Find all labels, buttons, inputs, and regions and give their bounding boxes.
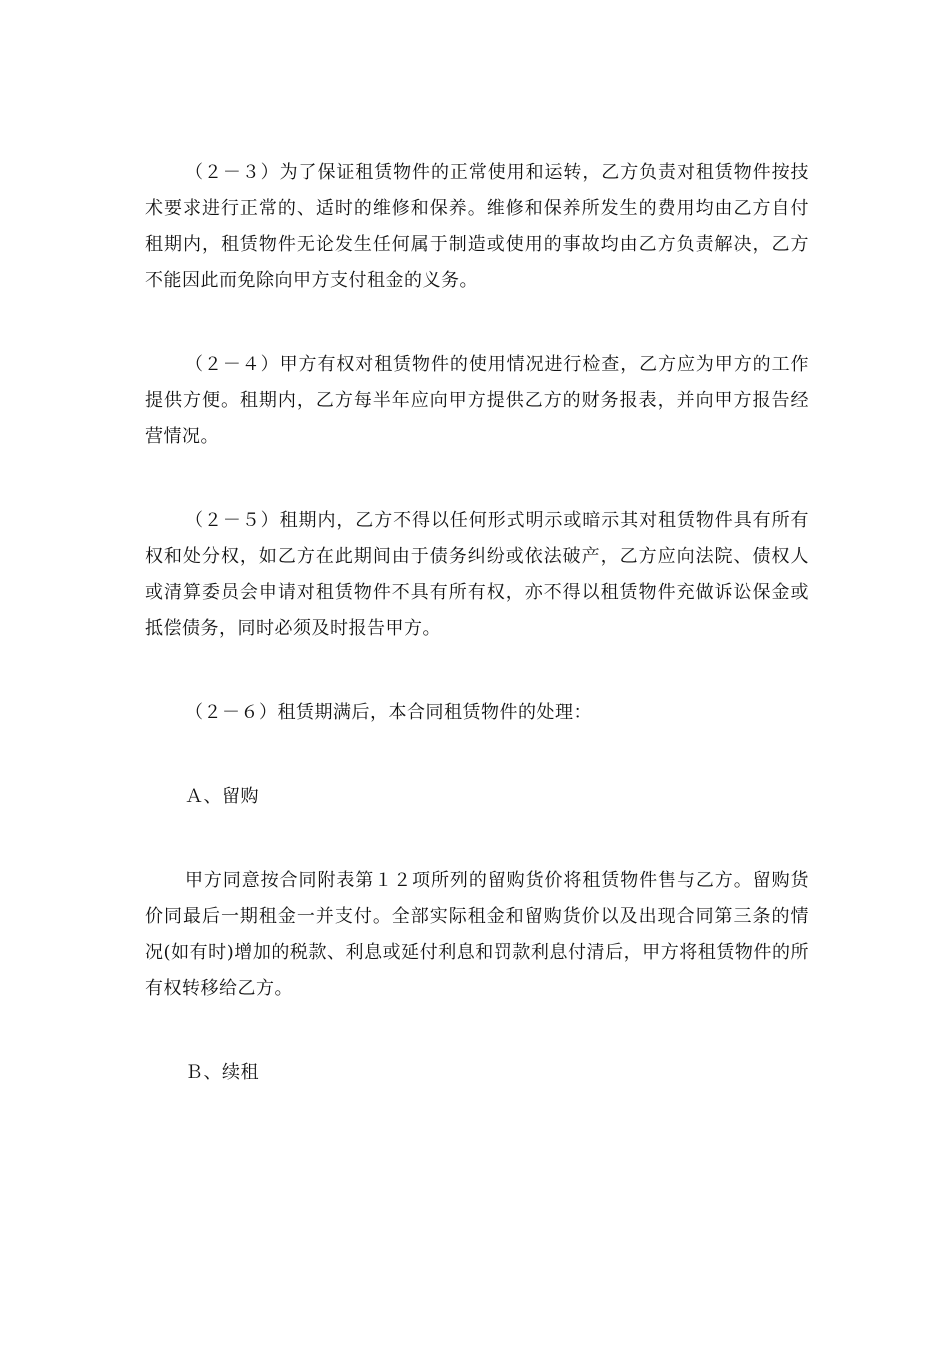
clause-2-3: （２－３）为了保证租赁物件的正常使用和运转，乙方负责对租赁物件按技术要求进行正常的、适时的维修和保养。维修和保养所发生的费用均由乙方自付租期内，租赁物件无论发生任何属于制造或使用的事故均由乙方负责解决，乙方不能因此而免除向甲方支付租金的义务。 — [145, 162, 809, 291]
clause-2-5: （２－５）租期内，乙方不得以任何形式明示或暗示其对租赁物件具有所有权和处分权，如乙方在此期间由于债务纠纷或依法破产，乙方应向法院、债权人或清算委员会申请对租赁物件不具有所有权，亦不得以租赁物件充做诉讼保金或抵偿债务，同时必须及时报告甲方。 — [145, 510, 809, 639]
paragraph-gap — [145, 815, 809, 863]
option-a-body: 甲方同意按合同附表第１２项所列的留购货价将租赁物件售与乙方。留购货价同最后一期租金一并支付。全部实际租金和留购货价以及出现合同第三条的情况(如有时)增加的税款、利息或延付利息和罚款利息付清后，甲方将租赁物件的所有权转移给乙方。 — [145, 870, 809, 999]
clause-2-4: （２－４）甲方有权对租赁物件的使用情况进行检查，乙方应为甲方的工作提供方便。租期内，乙方每半年应向甲方提供乙方的财务报表，并向甲方报告经营情况。 — [145, 354, 809, 447]
paragraph-gap — [145, 299, 809, 347]
paragraph-gap — [145, 647, 809, 695]
clause-2-6: （２－６）租赁期满后，本合同租赁物件的处理： — [185, 702, 592, 723]
paragraph-gap — [145, 1007, 809, 1055]
paragraph-gap — [145, 455, 809, 503]
paragraph-gap — [145, 731, 809, 779]
option-a-heading: Ａ、留购 — [185, 786, 259, 807]
document-body — [145, 155, 809, 1091]
option-b-heading: Ｂ、续租 — [185, 1062, 259, 1083]
